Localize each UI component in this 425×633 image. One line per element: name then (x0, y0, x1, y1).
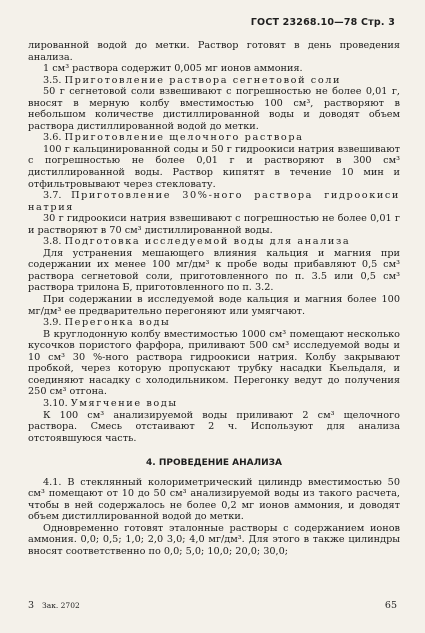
subsection-heading (28, 190, 400, 213)
paragraph: К 100 см³ анализируемой воды приливают 2 см³ щелочного раствора. Смесь отстаивают 2 ч. Используют для анализа отстоявшуюся часть. (28, 409, 400, 444)
subsection-title: Приготовление раствора сегнетовой соли (64, 74, 342, 86)
subsection-number: 3.10. (43, 397, 68, 409)
page-number: 65 (384, 600, 397, 611)
subsection-title: Перегонка воды (64, 317, 171, 329)
subsection-number: 3.5. (43, 74, 62, 86)
subsection-heading (28, 75, 400, 87)
subsection-number: 3.6. (43, 132, 62, 144)
paragraph: 30 г гидроокиси натрия взвешивают с погрешностью не более 0,01 г и растворяют в 70 см³ дистиллированной воды. (28, 213, 400, 236)
paragraph: При содержании в исследуемой воде кальция и магния более 100 мг/дм³ ее предварительно перегоняют или умягчают. (28, 294, 400, 317)
paragraph: 4.1. В стеклянный колориметрический цилиндр вместимостью 50 см³ помещают от 10 до 50 см³ анализируемой воды из такого расчета, чтобы в ней содержалось не более 0,2 мг ионов аммония, и доводят объем дистиллированной водой до метки. (28, 476, 400, 523)
page-footer-left (28, 600, 80, 611)
subsection-number: 3.9. (43, 317, 62, 329)
subsection-title: Умягчение воды (70, 397, 178, 409)
paragraph: В круглодонную колбу вместимостью 1000 см³ помещают несколько кусочков пористого фарфора, приливают 500 см³ исследуемой воды и 10 см³ 30 %-ного раствора гидроокиси натрия. Колбу закрывают пробкой, через которую пропускают трубку насадки Кьельдаля, и соединяют насадку с холодильником. Перегонку ведут до получения 250 см³ отгона. (28, 328, 400, 398)
paragraph: Для устранения мешающего влияния кальция и магния при содержании их менее 100 мг/дм³ к пробе воды прибавляют 0,5 см³ раствора сегнетовой соли, приготовленного по п. 3.5 или 0,5 см³ раствора трилона Б, приготовленного по п. 3.2. (28, 247, 400, 294)
section-heading: 4. ПРОВЕДЕНИЕ АНАЛИЗА (146, 458, 282, 469)
footer-order-code: Зак. 2702 (42, 601, 80, 610)
document-body (28, 40, 400, 558)
subsection-heading (28, 317, 400, 329)
subsection-title: Приготовление 30%-ного раствора гидроокиси натрия (28, 190, 400, 213)
paragraph: лированной водой до метки. Раствор готовят в день проведения анализа. (28, 40, 400, 63)
subsection-number: 3.8. (43, 236, 62, 248)
paragraph: Одновременно готовят эталонные растворы с содержанием ионов аммония. 0,0; 0,5; 1,0; 2,0 3,0; 4,0 мг/дм³. Для этого в также цилиндры вносят соответственно по 0,0; 5,0; 10,0; 20,0; 30,0; (28, 522, 400, 557)
footer-sheet-number: 3 (28, 600, 35, 611)
paragraph: 100 г кальцинированной соды и 50 г гидроокиси натрия взвешивают с погрешностью не более 0,01 г и растворяют в 300 см³ дистиллированной воды. Раствор кипятят в течение 10 мин и отфильтровывают через стекловату. (28, 143, 400, 190)
subsection-heading (28, 236, 400, 248)
subsection-number: 3.7. (43, 190, 62, 202)
subsection-heading (28, 398, 400, 410)
page-header: ГОСТ 23268.10—78 Стр. 3 (250, 17, 395, 28)
paragraph: 50 г сегнетовой соли взвешивают с погрешностью не более 0,01 г, вносят в мерную колбу вместимостью 100 см³, растворяют в небольшом количестве дистиллированной воды и доводят объем раствора дистиллированной водой до метки. (28, 86, 400, 132)
paragraph: 1 см³ раствора содержит 0,005 мг ионов аммония. (43, 63, 303, 75)
subsection-heading (28, 132, 400, 144)
subsection-title: Подготовка исследуемой воды для анализа (64, 236, 351, 248)
subsection-title: Приготовление щелочного раствора (64, 132, 304, 144)
